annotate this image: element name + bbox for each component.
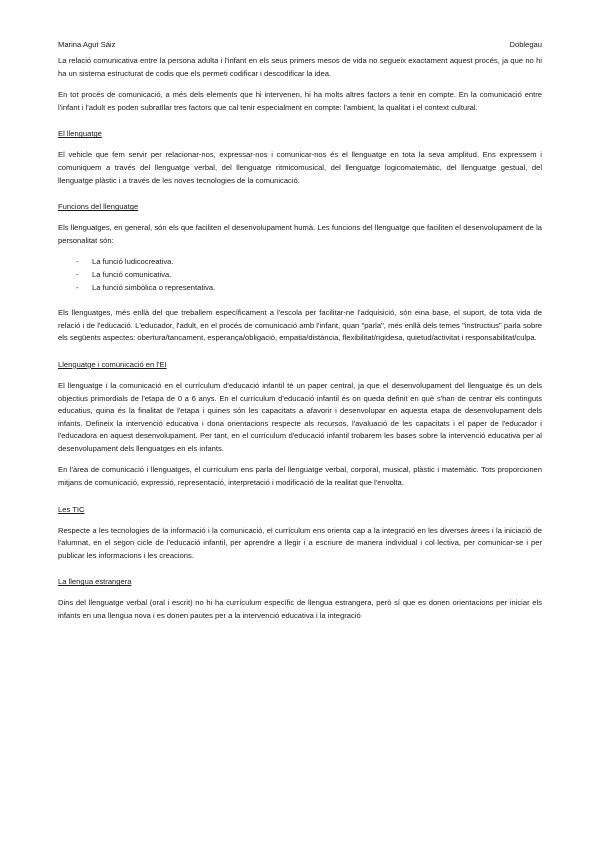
section-heading-estrangera: La llengua estrangera [58,577,132,587]
section-heading-ei: Llenguatge i comunicació en l'EI [58,359,167,369]
list-item: - La funció ludicocreativa. [58,256,542,269]
funcions-after: Els llenguatges, més enllà del que treballem específicament a l'escola per facilitar-ne l'adquisició, són eina base, el suport, de tota vida de relació i de l'educació. L'educador, l'adult, en el procés de comunicació amb l'infant, quan "parla", més enllà dels temes "instructius" parla sobre els següents aspectes: obertura/tancament, esperança/obligació, empatia/distància, flexibilitat/rigidesa, quietud/activitat i responsabilitat/culpa. [58,308,542,343]
header-right: Doblegau [509,40,542,49]
ei-paragraph-1: El llenguatge i la comunicació en el currículum d'educació infantil té un paper central, ja que el desenvolupament del llenguatge és un dels objectius primordials de l'etapa de 0 a 6 anys. En el currículum d'educació infantil és on queda definit en què s'han de centrar els continguts educatius, quina és la finalitat de l'etapa i quines són les capacitats a afavorir i desenvolupar en aquesta etapa de desenvolupament dels infants. Defineix la intervenció educativa i dona orientacions respecte als recursos, l'avaluació de les capacitats i el paper de l'educador i l'educadora en aquest desenvolupament. Per tant, en el currículum d'educació infantil trobarem les bases sobre la intervenció educativa per al desenvolupament dels llenguatges en els infants. [58,380,542,453]
list-item: - La funció simbòlica o representativa. [58,282,542,295]
list-item: - La funció comunicativa. [58,269,542,282]
ei-paragraph-2: En l'àrea de comunicació i llenguatges, el currículum ens parla del llenguatge verbal, corporal, musical, plàstic i matemàtic. Tots proporcionen mitjans de comunicació, expressió, representació, interpretació i modificació de la realitat que l'envolta. [58,465,542,488]
funcions-list [58,256,542,294]
estrangera-paragraph: Dins del llenguatge verbal (oral i escrit) no hi ha currículum específic de llengua estrangera, però sí que es donen orientacions per iniciar els infants en una llengua nova i es donen pautes per a la intervenció educativa i la integració [58,598,542,621]
intro-paragraph-2: En tot procés de comunicació, a més dels elements que hi intervenen, hi ha molts altres factors a tenir en compte. En la comunicació entre l'infant i l'adult es poden subratllar tres factors que cal tenir especialment en compte: l'ambient, la qualitat i el context cultural. [58,90,542,112]
page-header [58,40,542,55]
tic-paragraph: Respecte a les tecnologies de la informació i la comunicació, el currículum ens orienta cap a la integració en les diverses àrees i la iniciació de l'alumnat, en el segon cicle de l'educació infantil, per aprendre a llegir i a escriure de manera individual i col·lectiva, per comunicar-se i per publicar les informacions i les creacions. [58,525,542,560]
funcions-intro: Els llenguatges, en general, són els que faciliten el desenvolupament humà. Les funcions del llenguatge que faciliten el desenvolupament de la personalitat són: [58,223,542,245]
section-heading-llenguatge: El llenguatge [58,129,102,139]
llenguatge-paragraph: El vehicle que fem servir per relacionar-nos, expressar-nos i comunicar-nos és el llenguatge en tota la seva amplitud. Ens expressem i comuniquem a través del llenguatge verbal, del llenguatge ritmicomusical, del llenguatge logicomatemàtic, del llenguatge gestual, del llenguatge plàstic i a través de les noves tecnologies de la comunicació. [58,150,542,185]
section-heading-tic: Les TIC [58,504,85,514]
section-heading-funcions: Funcions del llenguatge [58,202,139,212]
intro-paragraph-1: La relació comunicativa entre la persona adulta i l'infant en els seus primers mesos de vida no segueix exactament aquest procés, ja que no hi ha un sistema estructurat de codis que els permeti codificar i descodificar la idea. [58,56,542,78]
header-author: Marina Agut Sáiz [58,40,116,49]
